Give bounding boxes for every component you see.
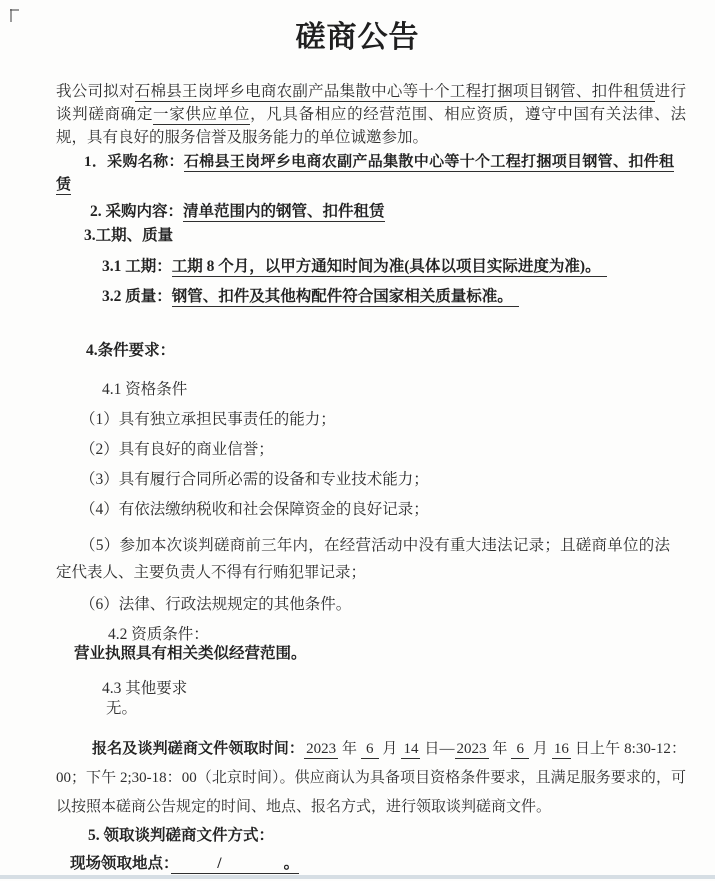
procurement-name-value: 石棉县王岗坪乡电商农副产品集散中心等十个工程打捆项目钢管、扣件租赁 bbox=[56, 154, 674, 193]
procurement-name-item bbox=[56, 151, 686, 197]
signup-year2: 2023 bbox=[456, 741, 487, 757]
signup-unit-month2: 月 bbox=[528, 741, 552, 757]
condition-item-4: （4）有依法缴纳税收和社会保障资金的良好记录； bbox=[80, 501, 429, 518]
signup-unit-month1: 月 bbox=[378, 741, 402, 757]
procurement-content-item bbox=[56, 200, 686, 223]
qualification-heading: 4.1 资格条件 bbox=[102, 381, 188, 398]
pickup-location-line bbox=[56, 852, 686, 875]
pickup-method-heading: 5. 领取谈判磋商文件方式： bbox=[88, 827, 275, 844]
supplier-count-underlined: 一家供应单位 bbox=[153, 106, 251, 123]
intro-pre: 我公司拟对 bbox=[56, 83, 135, 100]
signup-rest: 日上午 8:30-12：00；下午 2;30-18：00（北京时间）。供应商认为具备项目资格条件要求，且满足服务要求的，可以按照本磋商公告规定的时间、地点、报名方式，进行领取谈判磋商文件。 bbox=[56, 741, 686, 815]
condition-item-5: （5）参加本次谈判磋商前三年内，在经营活动中没有重大违法记录；且磋商单位的法定代表人、主要负责人不得有行贿犯罪记录； bbox=[56, 537, 670, 581]
condition-item-2: （2）具有良好的商业信誉； bbox=[80, 441, 274, 458]
intro-mid: 进行谈判磋商确定 bbox=[56, 83, 686, 123]
condition-item-3: （3）具有履行合同所必需的设备和专业技术能力； bbox=[80, 471, 429, 488]
condition-item-6: （6）法律、行政法规规定的其他条件。 bbox=[80, 596, 352, 613]
other-requirements-value: 无。 bbox=[106, 700, 138, 717]
duration-item bbox=[56, 255, 686, 278]
other-requirements-heading: 4.3 其他要求 bbox=[102, 680, 188, 697]
intro-post: ，凡具备相应的经营范围、相应资质，遵守中国有关法律、法规，具有良好的服务信誉及服务能力的单位诚邀参加。 bbox=[56, 106, 686, 146]
signup-unit-year2: 年 bbox=[488, 741, 512, 757]
signup-unit-year1: 年 bbox=[338, 741, 362, 757]
procurement-content-label: 2. 采购内容： bbox=[90, 203, 184, 220]
project-name-underlined: 石棉县王岗坪乡电商农副产品集散中心等十个工程打捆项目钢管、扣件租赁 bbox=[134, 83, 655, 100]
signup-time-paragraph bbox=[56, 735, 686, 822]
quality-value: 钢管、扣件及其他构配件符合国家相关质量标准。 bbox=[172, 288, 519, 307]
procurement-content-value: 清单范围内的钢管、扣件租赁 bbox=[183, 203, 385, 220]
procurement-name-label: 1．采购名称： bbox=[84, 154, 184, 170]
signup-day2: 16 bbox=[553, 741, 569, 757]
duration-label: 3.1 工期： bbox=[102, 258, 172, 275]
scan-edge-strip bbox=[0, 875, 715, 879]
credential-heading: 4.2 资质条件： bbox=[108, 626, 209, 643]
scan-artifact bbox=[10, 9, 19, 11]
intro-paragraph bbox=[56, 80, 686, 149]
quality-label: 3.2 质量： bbox=[102, 288, 172, 305]
duration-value: 工期 8 个月，以甲方通知时间为准(具体以项目实际进度为准)。 bbox=[172, 258, 607, 277]
signup-unit-day1: 日— bbox=[420, 741, 455, 757]
signup-day1: 14 bbox=[403, 741, 419, 757]
quality-item bbox=[56, 285, 686, 308]
signup-month1: 6 bbox=[361, 741, 379, 759]
duration-quality-heading: 3.工期、质量 bbox=[84, 227, 174, 244]
pickup-location-label: 现场领取地点： bbox=[70, 855, 171, 872]
signup-time-label: 报名及谈判磋商文件领取时间： bbox=[92, 741, 305, 757]
condition-item-1: （1）具有独立承担民事责任的能力； bbox=[80, 411, 336, 428]
document-body bbox=[0, 80, 715, 875]
pickup-location-blank: / 。 bbox=[170, 855, 300, 872]
signup-year1: 2023 bbox=[306, 741, 337, 757]
credential-value: 营业执照具有相关类似经营范围。 bbox=[74, 645, 307, 662]
signup-month2: 6 bbox=[511, 741, 529, 759]
page-title: 磋商公告 bbox=[295, 21, 420, 54]
conditions-heading: 4.条件要求： bbox=[86, 342, 176, 359]
